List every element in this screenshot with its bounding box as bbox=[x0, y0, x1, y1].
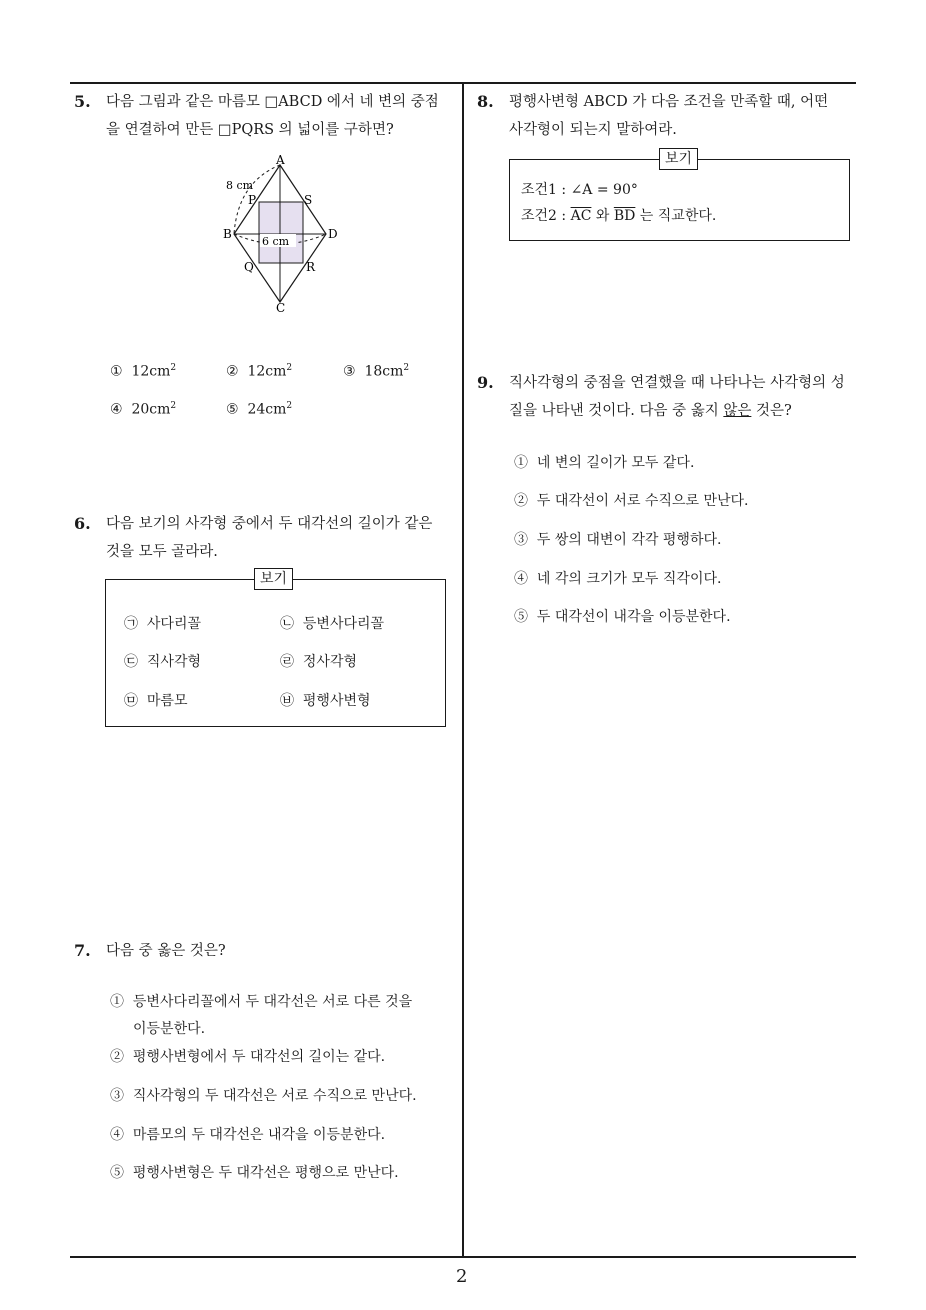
q5-option-4[interactable] bbox=[110, 401, 176, 418]
q9-emphasis: 않은 bbox=[723, 403, 752, 419]
q9-option-3[interactable] bbox=[514, 529, 721, 549]
q9-option-5[interactable] bbox=[514, 606, 731, 626]
label-p: P bbox=[248, 193, 257, 207]
option-mark: ② bbox=[110, 1049, 124, 1065]
option-mark: ⑤ bbox=[514, 609, 528, 625]
option-mark: ③ bbox=[343, 363, 356, 380]
label-d: D bbox=[328, 227, 338, 241]
q8-bogi-box bbox=[509, 159, 850, 241]
item-mark: ㉣ bbox=[280, 654, 294, 670]
label-s: S bbox=[304, 193, 313, 207]
option-exponent: 2 bbox=[403, 363, 410, 373]
option-mark: ④ bbox=[110, 401, 123, 418]
q5-line1: 다음 그림과 같은 마름모 □ABCD 에서 네 변의 중점 bbox=[106, 94, 439, 110]
item-mark: ㉤ bbox=[124, 693, 138, 709]
q9-option-2[interactable] bbox=[514, 490, 749, 510]
option-text: 두 쌍의 대변이 각각 평행하다. bbox=[536, 532, 722, 548]
option-mark: ② bbox=[514, 493, 528, 509]
q6-item-3 bbox=[124, 651, 201, 671]
q9-option-1[interactable] bbox=[514, 452, 694, 472]
q6-line1: 다음 보기의 사각형 중에서 두 대각선의 길이가 같은 bbox=[106, 516, 433, 532]
option-mark: ① bbox=[110, 994, 124, 1010]
q8-condition-1: 조건1 : ∠A = 90° bbox=[521, 182, 638, 198]
label-r: R bbox=[306, 260, 316, 274]
q6-line2: 것을 모두 골라라. bbox=[106, 544, 218, 560]
cond2-suffix: 는 직교한다. bbox=[635, 208, 717, 224]
item-text: 평행사변형 bbox=[302, 693, 371, 709]
item-mark: ㉡ bbox=[280, 616, 294, 632]
q7-option-1-cont: 이등분한다. bbox=[133, 1021, 206, 1037]
option-value: 24cm bbox=[247, 401, 287, 418]
q8-condition-2 bbox=[521, 205, 716, 225]
item-mark: ㉥ bbox=[280, 693, 294, 709]
q6-text bbox=[106, 510, 456, 566]
option-mark: ② bbox=[226, 363, 239, 380]
option-exponent: 2 bbox=[286, 401, 293, 411]
option-value: 12cm bbox=[247, 363, 287, 380]
option-text: 직사각형의 두 대각선은 서로 수직으로 만난다. bbox=[132, 1088, 417, 1104]
label-diag-length: 6 cm bbox=[262, 235, 290, 248]
q7-option-5[interactable] bbox=[110, 1162, 399, 1182]
segment-bd: $\overline{BD}$ bbox=[613, 208, 636, 224]
q7-number: 7. bbox=[74, 941, 91, 960]
q5-option-5[interactable] bbox=[226, 401, 292, 418]
option-text: 두 대각선이 내각을 이등분한다. bbox=[536, 609, 731, 625]
item-mark: ㉢ bbox=[124, 654, 138, 670]
option-mark: ④ bbox=[110, 1127, 124, 1143]
q8-bogi-label: 보기 bbox=[659, 148, 698, 170]
option-value: 20cm bbox=[131, 401, 171, 418]
q5-text bbox=[106, 88, 456, 144]
label-a: A bbox=[276, 153, 285, 167]
q5-option-3[interactable] bbox=[343, 363, 409, 380]
q6-bogi-label: 보기 bbox=[254, 568, 293, 590]
option-mark: ⑤ bbox=[226, 401, 239, 418]
option-value: 12cm bbox=[131, 363, 171, 380]
segment-ac: $\overline{AC}$ bbox=[570, 208, 592, 224]
option-text: 마름모의 두 대각선은 내각을 이등분한다. bbox=[132, 1127, 386, 1143]
option-mark: ④ bbox=[514, 571, 528, 587]
q5-option-2[interactable] bbox=[226, 363, 292, 380]
rhombus-figure bbox=[220, 152, 340, 317]
q7-option-2[interactable] bbox=[110, 1046, 385, 1066]
option-text: 평행사변형에서 두 대각선의 길이는 같다. bbox=[132, 1049, 386, 1065]
item-mark: ㉠ bbox=[124, 616, 138, 632]
q6-item-2 bbox=[280, 613, 384, 633]
option-exponent: 2 bbox=[286, 363, 293, 373]
page-number: 2 bbox=[456, 1266, 468, 1287]
option-mark: ① bbox=[514, 455, 528, 471]
q8-number: 8. bbox=[477, 92, 494, 111]
q9-line2 bbox=[509, 397, 859, 425]
q9-number: 9. bbox=[477, 373, 494, 392]
q9-text bbox=[509, 369, 859, 425]
q5-number: 5. bbox=[74, 92, 91, 111]
q6-item-6 bbox=[280, 690, 371, 710]
q7-option-4[interactable] bbox=[110, 1124, 385, 1144]
option-text: 네 각의 크기가 모두 직각이다. bbox=[536, 571, 722, 587]
option-value: 18cm bbox=[364, 363, 404, 380]
q5-line2: 을 연결하여 만든 □PQRS 의 넓이를 구하면? bbox=[106, 122, 394, 138]
column-divider bbox=[462, 82, 464, 1257]
q6-item-5 bbox=[124, 690, 187, 710]
option-text: 두 대각선이 서로 수직으로 만난다. bbox=[536, 493, 749, 509]
q6-item-4 bbox=[280, 651, 357, 671]
item-text: 등변사다리꼴 bbox=[302, 616, 385, 632]
q8-line2: 사각형이 되는지 말하여라. bbox=[509, 122, 677, 138]
item-text: 정사각형 bbox=[302, 654, 358, 670]
option-exponent: 2 bbox=[170, 401, 177, 411]
item-text: 직사각형 bbox=[146, 654, 202, 670]
cond2-prefix: 조건2 : bbox=[521, 208, 571, 224]
item-text: 마름모 bbox=[146, 693, 188, 709]
q9-line2-a: 질을 나타낸 것이다. 다음 중 옳지 bbox=[509, 403, 724, 419]
q6-item-1 bbox=[124, 613, 201, 633]
option-mark: ① bbox=[110, 363, 123, 380]
label-b: B bbox=[223, 227, 232, 241]
q5-option-1[interactable] bbox=[110, 363, 176, 380]
q7-text: 다음 중 옳은 것은? bbox=[106, 943, 226, 959]
q8-line1: 평행사변형 ABCD 가 다음 조건을 만족할 때, 어떤 bbox=[509, 94, 829, 110]
q7-option-1[interactable] bbox=[110, 991, 412, 1011]
cond2-mid: 와 bbox=[591, 208, 614, 224]
option-exponent: 2 bbox=[170, 363, 177, 373]
option-text: 네 변의 길이가 모두 같다. bbox=[536, 455, 695, 471]
bottom-rule bbox=[70, 1256, 856, 1258]
q6-number: 6. bbox=[74, 514, 91, 533]
label-q: Q bbox=[244, 260, 254, 274]
q9-option-4[interactable] bbox=[514, 568, 721, 588]
label-side-length: 8 cm bbox=[226, 179, 254, 192]
q8-text bbox=[509, 88, 859, 144]
option-mark: ③ bbox=[110, 1088, 124, 1104]
option-text: 평행사변형은 두 대각선은 평행으로 만난다. bbox=[132, 1165, 399, 1181]
q7-option-3[interactable] bbox=[110, 1085, 417, 1105]
item-text: 사다리꼴 bbox=[146, 616, 202, 632]
label-c: C bbox=[276, 301, 286, 315]
pqrs-square bbox=[259, 202, 303, 263]
q9-line2-b: 것은? bbox=[751, 403, 792, 419]
option-mark: ⑤ bbox=[110, 1165, 124, 1181]
option-mark: ③ bbox=[514, 532, 528, 548]
q9-line1: 직사각형의 중점을 연결했을 때 나타나는 사각형의 성 bbox=[509, 375, 845, 391]
option-text: 등변사다리꼴에서 두 대각선은 서로 다른 것을 bbox=[132, 994, 413, 1010]
